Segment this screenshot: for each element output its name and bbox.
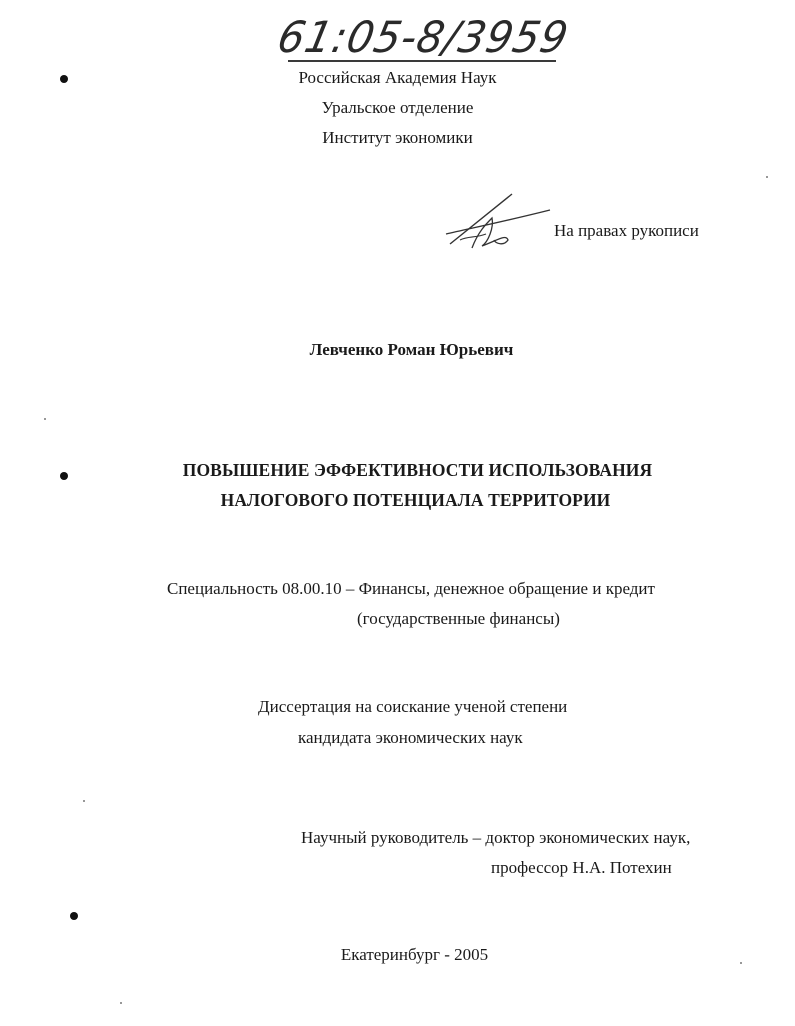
scan-speck [120, 1002, 122, 1004]
author-name: Левченко Роман Юрьевич [309, 340, 514, 359]
archive-stamp-underline [288, 60, 556, 62]
scan-speck [83, 800, 85, 802]
title-line-2: НАЛОГОВОГО ПОТЕНЦИАЛА ТЕРРИТОРИИ [220, 490, 611, 510]
manuscript-rights-note: На правах рукописи [554, 221, 699, 240]
specialty-line-1: Специальность 08.00.10 – Финансы, денежное обращение и кредит [167, 579, 655, 598]
archive-stamp: 61:05-8/3959 [273, 12, 574, 63]
specialty-line-2: (государственные финансы) [357, 609, 560, 628]
binder-hole-top [60, 75, 68, 83]
binder-hole-middle [60, 472, 68, 480]
title-line-1: ПОВЫШЕНИЕ ЭФФЕКТИВНОСТИ ИСПОЛЬЗОВАНИЯ [182, 460, 653, 480]
organization-line-2: Уральское отделение [321, 98, 474, 117]
signature-scribble [442, 188, 554, 252]
supervisor-line-2: профессор Н.А. Потехин [491, 858, 672, 877]
organization-line-1: Российская Академия Наук [298, 68, 497, 87]
scan-speck [766, 176, 768, 178]
organization-line-3: Институт экономики [322, 128, 473, 147]
binder-hole-bottom [70, 912, 78, 920]
scan-speck [44, 418, 46, 420]
degree-line-2: кандидата экономических наук [298, 728, 523, 747]
degree-line-1: Диссертация на соискание ученой степени [258, 697, 568, 716]
city-year: Екатеринбург - 2005 [340, 945, 489, 964]
scan-speck [740, 962, 742, 964]
supervisor-line-1: Научный руководитель – доктор экономических наук, [301, 828, 691, 847]
